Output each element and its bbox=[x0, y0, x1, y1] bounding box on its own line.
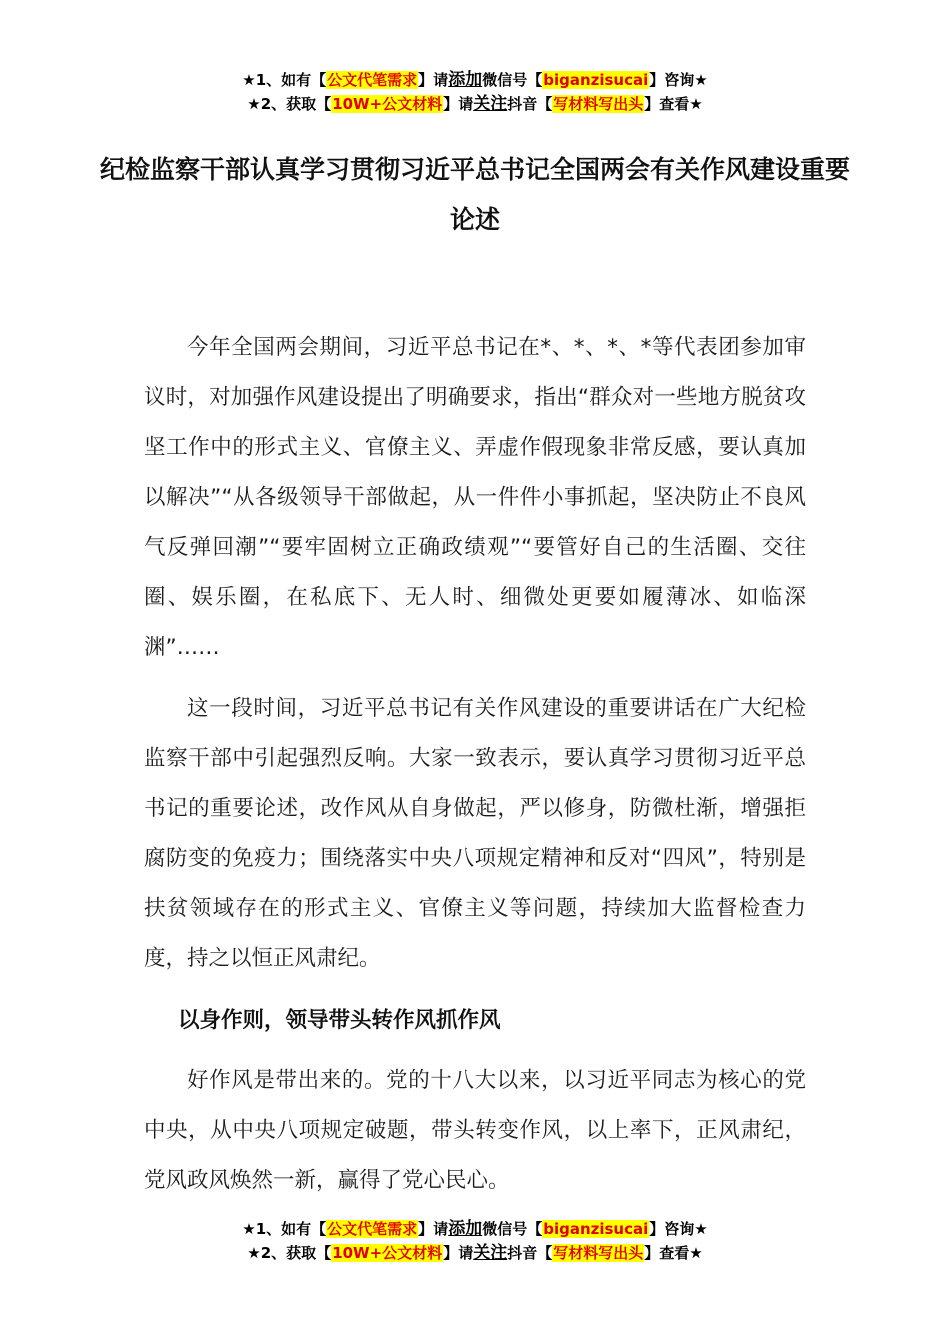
ad-line-2-middle: 】请 bbox=[443, 95, 474, 113]
bottom-ad-line-1-middle-2: 微信号【 bbox=[482, 1220, 543, 1238]
bottom-ad-line-2-highlight-douyin: 写材料写出头 bbox=[553, 1244, 644, 1262]
ad-line-1-highlight-wechat: biganzisucai bbox=[543, 71, 649, 89]
paragraph-1-text: 今年全国两会期间，习近平总书记在*、*、*、*等代表团参加审议时，对加强作风建设提出了明确要求，指出“群众对一些地方脱贫攻坚工作中的形式主义、官僚主义、弄虚作假现象非常反感，要认真加以解决”“从各级领导干部做起，从一件件小事抓起，坚决防止不良风气反弹回潮”“要牢固树立正确政绩观”“要管好自己的生活圈、交往圈、娱乐圈，在私底下、无人时、细微处更要如履薄冰、如临深渊”…… bbox=[144, 335, 806, 660]
ad-line-1 bbox=[0, 68, 950, 92]
ad-line-2-highlight-materials: 10W+公文材料 bbox=[332, 95, 443, 113]
bottom-ad-line-1-middle: 】请 bbox=[418, 1220, 449, 1238]
ad-line-2 bbox=[0, 92, 950, 116]
bottom-ad-line-1-highlight-service: 公文代笔需求 bbox=[327, 1220, 418, 1238]
paragraph-1 bbox=[144, 323, 806, 673]
paragraph-3 bbox=[144, 1056, 806, 1206]
bottom-ad-line-2-middle-2: 抖音【 bbox=[507, 1244, 553, 1262]
ad-line-2-suffix: 】查看★ bbox=[644, 95, 703, 113]
paragraph-2-text: 这一段时间，习近平总书记有关作风建设的重要讲话在广大纪检监察干部中引起强烈反响。大家一致表示，要认真学习贯彻习近平总书记的重要论述，改作风从自身做起，严以修身，防微杜渐，增强拒腐防变的免疫力；围绕落实中央八项规定精神和反对“四风”，特别是扶贫领域存在的形式主义、官僚主义等问题，持续加大监督检查力度，持之以恒正风肃纪。 bbox=[144, 696, 806, 971]
ad-line-2-highlight-douyin: 写材料写出头 bbox=[553, 95, 644, 113]
bottom-ad-line-1-suffix: 】咨询★ bbox=[649, 1220, 708, 1238]
bottom-ad-line-2-emphasis: 关注 bbox=[473, 1243, 508, 1263]
bottom-ad-line-2-suffix: 】查看★ bbox=[644, 1244, 703, 1262]
paragraph-3-text: 好作风是带出来的。党的十八大以来，以习近平同志为核心的党中央，从中央八项规定破题，带头转变作风，以上率下，正风肃纪，党风政风焕然一新，赢得了党心民心。 bbox=[144, 1068, 806, 1193]
ad-line-1-highlight-service: 公文代笔需求 bbox=[327, 71, 418, 89]
bottom-ad-line-2-prefix: ★2、获取【 bbox=[247, 1244, 332, 1262]
bottom-ad-line-1 bbox=[0, 1217, 950, 1241]
bottom-ad-banner bbox=[0, 1217, 950, 1265]
bottom-ad-line-2-highlight-materials: 10W+公文材料 bbox=[332, 1244, 443, 1262]
ad-line-1-suffix: 】咨询★ bbox=[649, 71, 708, 89]
bottom-ad-line-2 bbox=[0, 1241, 950, 1265]
bottom-ad-line-1-highlight-wechat: biganzisucai bbox=[543, 1220, 649, 1238]
ad-line-1-middle: 】请 bbox=[418, 71, 449, 89]
document-title: 纪检监察干部认真学习贯彻习近平总书记全国两会有关作风建设重要论述 bbox=[100, 155, 851, 234]
ad-line-1-prefix: ★1、如有【 bbox=[242, 71, 327, 89]
ad-line-1-middle-2: 微信号【 bbox=[482, 71, 543, 89]
bottom-ad-line-2-middle: 】请 bbox=[443, 1244, 474, 1262]
section-heading: 以身作则，领导带头转作风抓作风 bbox=[178, 1008, 501, 1033]
ad-line-1-emphasis: 添加 bbox=[448, 70, 483, 90]
ad-line-2-middle-2: 抖音【 bbox=[507, 95, 553, 113]
bottom-ad-line-1-emphasis: 添加 bbox=[448, 1219, 483, 1239]
ad-line-2-prefix: ★2、获取【 bbox=[247, 95, 332, 113]
paragraph-2 bbox=[144, 684, 806, 984]
ad-line-2-emphasis: 关注 bbox=[473, 94, 508, 114]
top-ad-banner bbox=[0, 68, 950, 116]
bottom-ad-line-1-prefix: ★1、如有【 bbox=[242, 1220, 327, 1238]
